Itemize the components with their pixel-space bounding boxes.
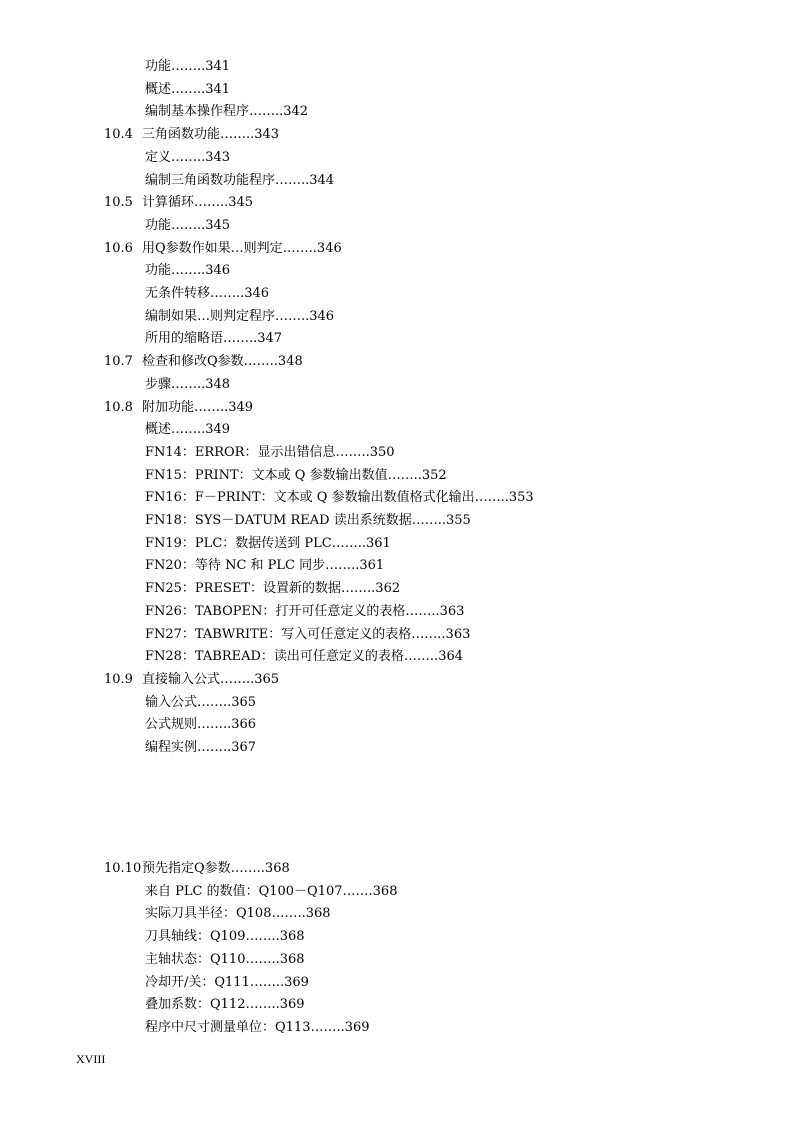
page-number: XVIII bbox=[76, 1052, 106, 1066]
toc-subsection-entry bbox=[145, 421, 230, 439]
toc-section-entry bbox=[104, 240, 342, 258]
toc-entry-text: 功能……..345 bbox=[145, 217, 231, 233]
toc-section-entry bbox=[104, 860, 290, 878]
toc-entry-text: 公式规则……..366 bbox=[145, 717, 257, 733]
toc-subsection-entry bbox=[145, 376, 230, 394]
toc-entry-text: 所用的缩略语……..347 bbox=[145, 331, 283, 347]
toc-entry-text: 主轴状态：Q110……..368 bbox=[145, 951, 305, 967]
toc-section-number: 10.5 bbox=[104, 195, 133, 211]
toc-subsection-entry bbox=[145, 217, 230, 235]
toc-entry-text: 直接输入公式……..365 bbox=[142, 671, 280, 687]
toc-entry-text: 程序中尺寸测量单位：Q113……..369 bbox=[145, 1019, 370, 1035]
toc-subsection-entry bbox=[145, 905, 331, 923]
toc-entry-text: 刀具轴线：Q109……..368 bbox=[145, 929, 305, 945]
toc-entry-text: FN16：F－PRINT：文本或 Q 参数输出数值格式化输出……..353 bbox=[145, 490, 534, 506]
toc-subsection-entry bbox=[145, 648, 463, 666]
toc-entry-text: FN25：PRESET：设置新的数据……..362 bbox=[145, 581, 401, 597]
toc-subsection-entry bbox=[145, 444, 395, 462]
toc-subsection-entry bbox=[145, 512, 471, 530]
toc-entry-text: 三角函数功能……..343 bbox=[142, 127, 280, 143]
toc-subsection-entry bbox=[145, 1019, 370, 1037]
toc-subsection-entry bbox=[145, 308, 334, 326]
toc-section-entry bbox=[104, 353, 303, 371]
toc-subsection-entry bbox=[145, 262, 230, 280]
toc-subsection-entry bbox=[145, 580, 400, 598]
toc-entry-text: FN14：ERROR：显示出错信息……..350 bbox=[145, 444, 395, 460]
toc-section-entry bbox=[104, 399, 253, 417]
toc-entry-text: 编制三角函数功能程序……..344 bbox=[145, 172, 335, 188]
toc-entry-text: FN18：SYS－DATUM READ 读出系统数据……..355 bbox=[145, 513, 471, 528]
toc-entry-text: 叠加系数：Q112……..369 bbox=[145, 997, 305, 1013]
toc-section-number: 10.9 bbox=[104, 671, 133, 687]
toc-subsection-entry bbox=[145, 974, 309, 992]
toc-subsection-entry bbox=[145, 149, 230, 167]
toc-section-entry bbox=[104, 126, 279, 144]
toc-entry-text: 概述……..349 bbox=[145, 422, 231, 438]
toc-subsection-entry bbox=[145, 626, 470, 644]
toc-entry-text: 编制如果…则判定程序……..346 bbox=[145, 308, 335, 324]
toc-entry-text: 功能……..346 bbox=[145, 263, 231, 279]
toc-section-number: 10.7 bbox=[104, 354, 133, 370]
toc-entry-text: 定义……..343 bbox=[145, 149, 231, 165]
toc-entry-text: 无条件转移……..346 bbox=[145, 286, 270, 301]
toc-entry-text: FN28：TABREAD：读出可任意定义的表格……..364 bbox=[145, 649, 464, 665]
toc-subsection-entry bbox=[145, 172, 334, 190]
toc-subsection-entry bbox=[145, 603, 464, 621]
toc-entry-text: 功能……..341 bbox=[145, 59, 231, 74]
toc-subsection-entry bbox=[145, 58, 230, 76]
toc-entry-text: 编制基本操作程序……..342 bbox=[145, 104, 309, 120]
toc-section-number: 10.10 bbox=[104, 861, 142, 876]
toc-subsection-entry bbox=[145, 739, 256, 757]
toc-section-number: 10.8 bbox=[104, 399, 133, 415]
toc-entry-text: 计算循环……..345 bbox=[142, 195, 254, 211]
toc-subsection-entry bbox=[145, 103, 308, 121]
toc-entry-text: 来自 PLC 的数值：Q100－Q107…….368 bbox=[145, 883, 398, 899]
toc-subsection-entry bbox=[145, 81, 230, 99]
toc-entry-text: FN15：PRINT：文本或 Q 参数输出数值……..352 bbox=[145, 467, 447, 483]
toc-entry-text: 实际刀具半径：Q108……..368 bbox=[145, 906, 331, 922]
toc-entry-text: 冷却开/关：Q111……..369 bbox=[145, 974, 309, 990]
toc-section-entry bbox=[104, 671, 279, 689]
toc-entry-text: 输入公式……..365 bbox=[145, 694, 257, 710]
toc-subsection-entry bbox=[145, 694, 256, 712]
toc-entry-text: 预先指定Q参数……..368 bbox=[142, 861, 290, 876]
toc-entry-text: FN20：等待 NC 和 PLC 同步……..361 bbox=[145, 558, 385, 574]
toc-subsection-entry bbox=[145, 716, 256, 734]
toc-entry-text: 概述……..341 bbox=[145, 81, 231, 97]
toc-entry-text: 检查和修改Q参数……..348 bbox=[142, 354, 303, 370]
toc-entry-text: FN26：TABOPEN：打开可任意定义的表格……..363 bbox=[145, 603, 465, 619]
toc-entry-text: FN27：TABWRITE：写入可任意定义的表格……..363 bbox=[145, 626, 471, 642]
toc-entry-text: 附加功能……..349 bbox=[142, 399, 254, 415]
toc-entry-text: 编程实例……..367 bbox=[145, 740, 257, 755]
toc-subsection-entry bbox=[145, 928, 305, 946]
toc-subsection-entry bbox=[145, 330, 282, 348]
toc-subsection-entry bbox=[145, 489, 534, 507]
toc-section-entry bbox=[104, 194, 253, 212]
toc-section-number: 10.6 bbox=[104, 240, 133, 256]
toc-subsection-entry bbox=[145, 285, 269, 303]
toc-entry-text: 步骤……..348 bbox=[145, 376, 231, 392]
toc-subsection-entry bbox=[145, 951, 305, 969]
toc-subsection-entry bbox=[145, 557, 384, 575]
toc-subsection-entry bbox=[145, 467, 447, 485]
toc-entry-text: 用Q参数作如果…则判定……..346 bbox=[142, 240, 342, 256]
toc-section-number: 10.4 bbox=[104, 127, 133, 143]
toc-subsection-entry bbox=[145, 996, 305, 1014]
toc-subsection-entry bbox=[145, 535, 391, 553]
toc-entry-text: FN19：PLC：数据传送到 PLC……..361 bbox=[145, 535, 391, 551]
toc-subsection-entry bbox=[145, 883, 397, 901]
